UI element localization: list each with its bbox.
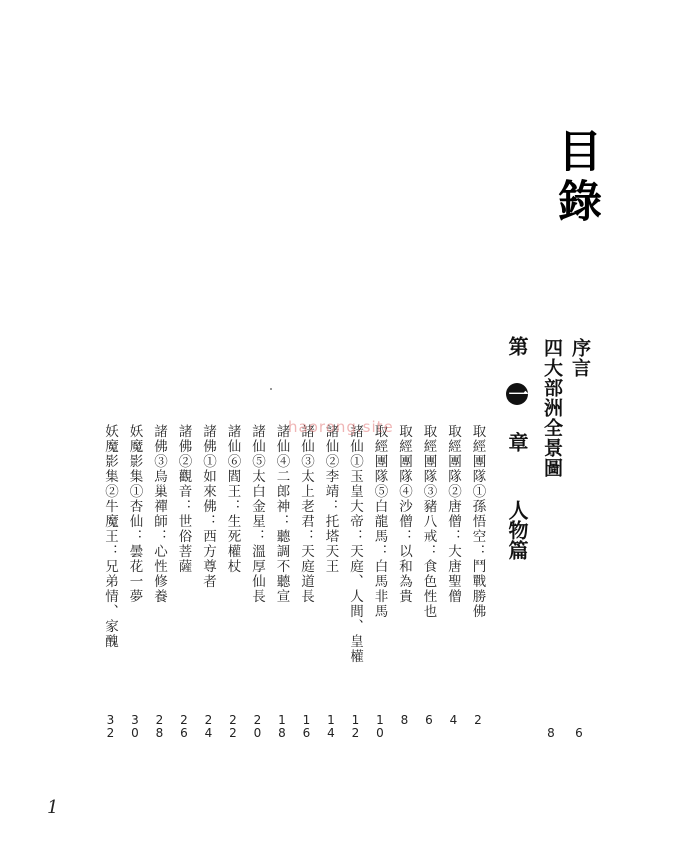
toc-entry-page: 1 2	[351, 713, 360, 740]
toc-entry: 取經團隊⑤白龍馬：白馬非馬	[371, 424, 388, 619]
toc-entry-page: 3 0	[131, 713, 139, 740]
chapter-heading	[506, 336, 528, 560]
page-number-preface: 6	[575, 726, 583, 740]
toc-entry-page: 2	[474, 713, 482, 727]
toc-entry: 取經團隊③豬八戒：食色性也	[420, 424, 437, 619]
chapter-prefix: 第	[505, 336, 529, 356]
toc-entry: 諸仙④二郎神：聽調不聽宣	[273, 424, 290, 604]
toc-entry-page: 1 8	[278, 713, 286, 740]
stray-dot	[270, 388, 272, 390]
toc-entry: 諸佛①如來佛：西方尊者	[200, 424, 216, 589]
toc-entry-page: 8	[400, 713, 409, 727]
toc-entry-page: 2 4	[204, 713, 213, 740]
page-title: 目錄	[550, 128, 601, 228]
toc-entry: 妖魔影集①杏仙：曇花一夢	[126, 424, 143, 604]
toc-entry-page: 2 6	[180, 713, 188, 740]
section-preface: 序言	[569, 338, 591, 378]
toc-entry: 取經團隊①孫悟空：鬥戰勝佛	[469, 424, 486, 619]
toc-entry-page: 1 6	[302, 713, 311, 740]
chapter-name: 人物篇	[505, 500, 529, 560]
toc-entry: 諸仙⑥閻王：生死權杖	[224, 424, 241, 574]
toc-entry: 諸仙②李靖：托塔天王	[322, 424, 339, 574]
toc-entry-page: 1 4	[327, 713, 335, 740]
toc-entry-page: 4	[449, 713, 458, 727]
toc-entry-page: 2 2	[229, 713, 237, 740]
toc-entry-page: 1 0	[376, 713, 384, 740]
toc-entry: 諸佛③烏巢禪師：心性修養	[151, 424, 167, 604]
toc-entry: 諸仙③太上老君：天庭道長	[298, 424, 314, 604]
toc-entry-page: 2 8	[155, 713, 164, 740]
folio-number: 1	[47, 797, 59, 818]
toc-entry-page: 3 2	[106, 713, 115, 740]
toc-entry: 諸仙①玉皇大帝：天庭、人間、皇權	[347, 424, 363, 664]
toc-entry-page: 6	[425, 713, 433, 727]
toc-entry: 取經團隊④沙僧：以和為貴	[396, 424, 412, 604]
toc-entry-page: 2 0	[253, 713, 262, 740]
toc-entry: 妖魔影集②牛魔王：兄弟情、家醜	[102, 424, 118, 649]
toc-entry: 諸佛②觀音：世俗菩薩	[175, 424, 192, 574]
toc-entry: 取經團隊②唐僧：大唐聖僧	[445, 424, 461, 604]
page-number-continents-map: 8	[547, 726, 555, 740]
watermark-text: haorong.site	[288, 418, 394, 436]
section-continents-map: 四大部洲全景圖	[541, 338, 563, 478]
chapter-suffix: 章	[505, 432, 529, 452]
toc-entry: 諸仙⑤太白金星：溫厚仙長	[249, 424, 265, 604]
chapter-number-badge: 一	[505, 384, 529, 404]
